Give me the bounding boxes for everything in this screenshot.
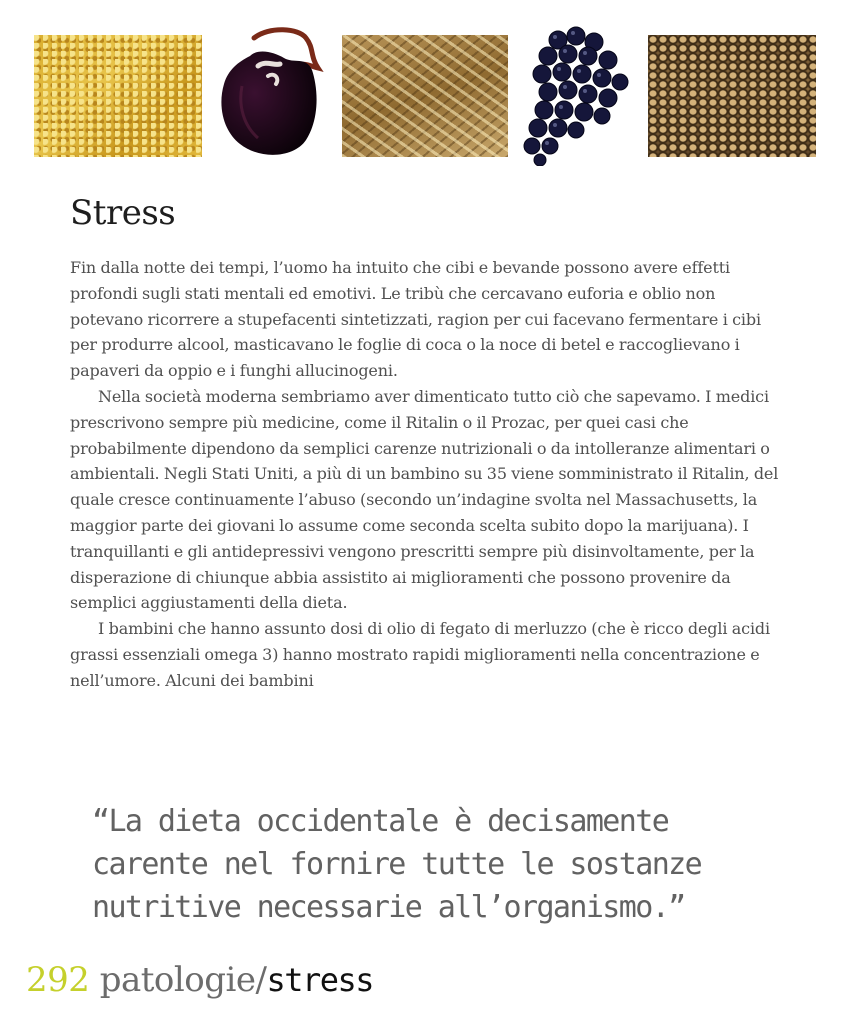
paragraph-children: I bambini che hanno assunto dosi di olio di fegato di merluzzo (che è ricco degli acidi grassi essenziali omega 3) hanno mostrato rapidi miglioramenti nella concentrazione e nell’umore. Alcuni dei bambini [70, 619, 770, 690]
footer-subsection: stress [266, 961, 374, 999]
image-strip [34, 26, 816, 166]
page-footer [26, 960, 373, 1000]
paragraph-intro: Fin dalla notte dei tempi, l’uomo ha intuito che cibi e bevande possono avere effetti profondi sugli stati mentali ed emotivi. Le tribù che cercavano euforia e oblio non potevano ricorrere a stupefacenti sintetizzati, ragion per cui facevano fermentare i cibi per produrre alcool, masticavano le foglie di coca o la noce di betel e raccoglievano i papaveri da oppio e i funghi allucinogeni. [70, 258, 761, 381]
article-body [70, 255, 782, 694]
page-number: 292 [26, 960, 90, 1000]
paragraph-modern-society: Nella società moderna sembriamo aver dimenticato tutto ciò che sapevamo. I medici prescrivono sempre più medicine, come il Ritalin o il Prozac, per quei casi che probabilmente dipendono da semplici carenze nutrizionali o da intolleranze alimentari o ambientali. Negli Stati Uniti, a più di un bambino su 35 viene somministrato il Ritalin, del quale cresce continuamente l’abuso (secondo un’indagine svolta nel Massachusetts, la maggior parte dei giovani lo assume come seconda scelta subito dopo la marijuana). I tranquillanti e gli antidepressivi vengono prescritti sempre più disinvoltamente, per la disperazione di chiunque abbia assistito ai miglioramenti che possono provenire da semplici aggiustamenti della dieta. [70, 386, 779, 613]
grain-photo [34, 35, 202, 157]
seeds-photo [648, 35, 816, 157]
grapes-photo [518, 26, 638, 166]
molasses-photo [214, 26, 330, 162]
pull-quote: “La dieta occidentale è decisamente carente nel fornire tutte le sostanze nutritive necessarie all’organismo.” [92, 804, 702, 925]
footer-section: patologie/ [99, 960, 267, 1000]
flakes-photo [342, 35, 508, 157]
page-title: Stress [70, 193, 176, 233]
